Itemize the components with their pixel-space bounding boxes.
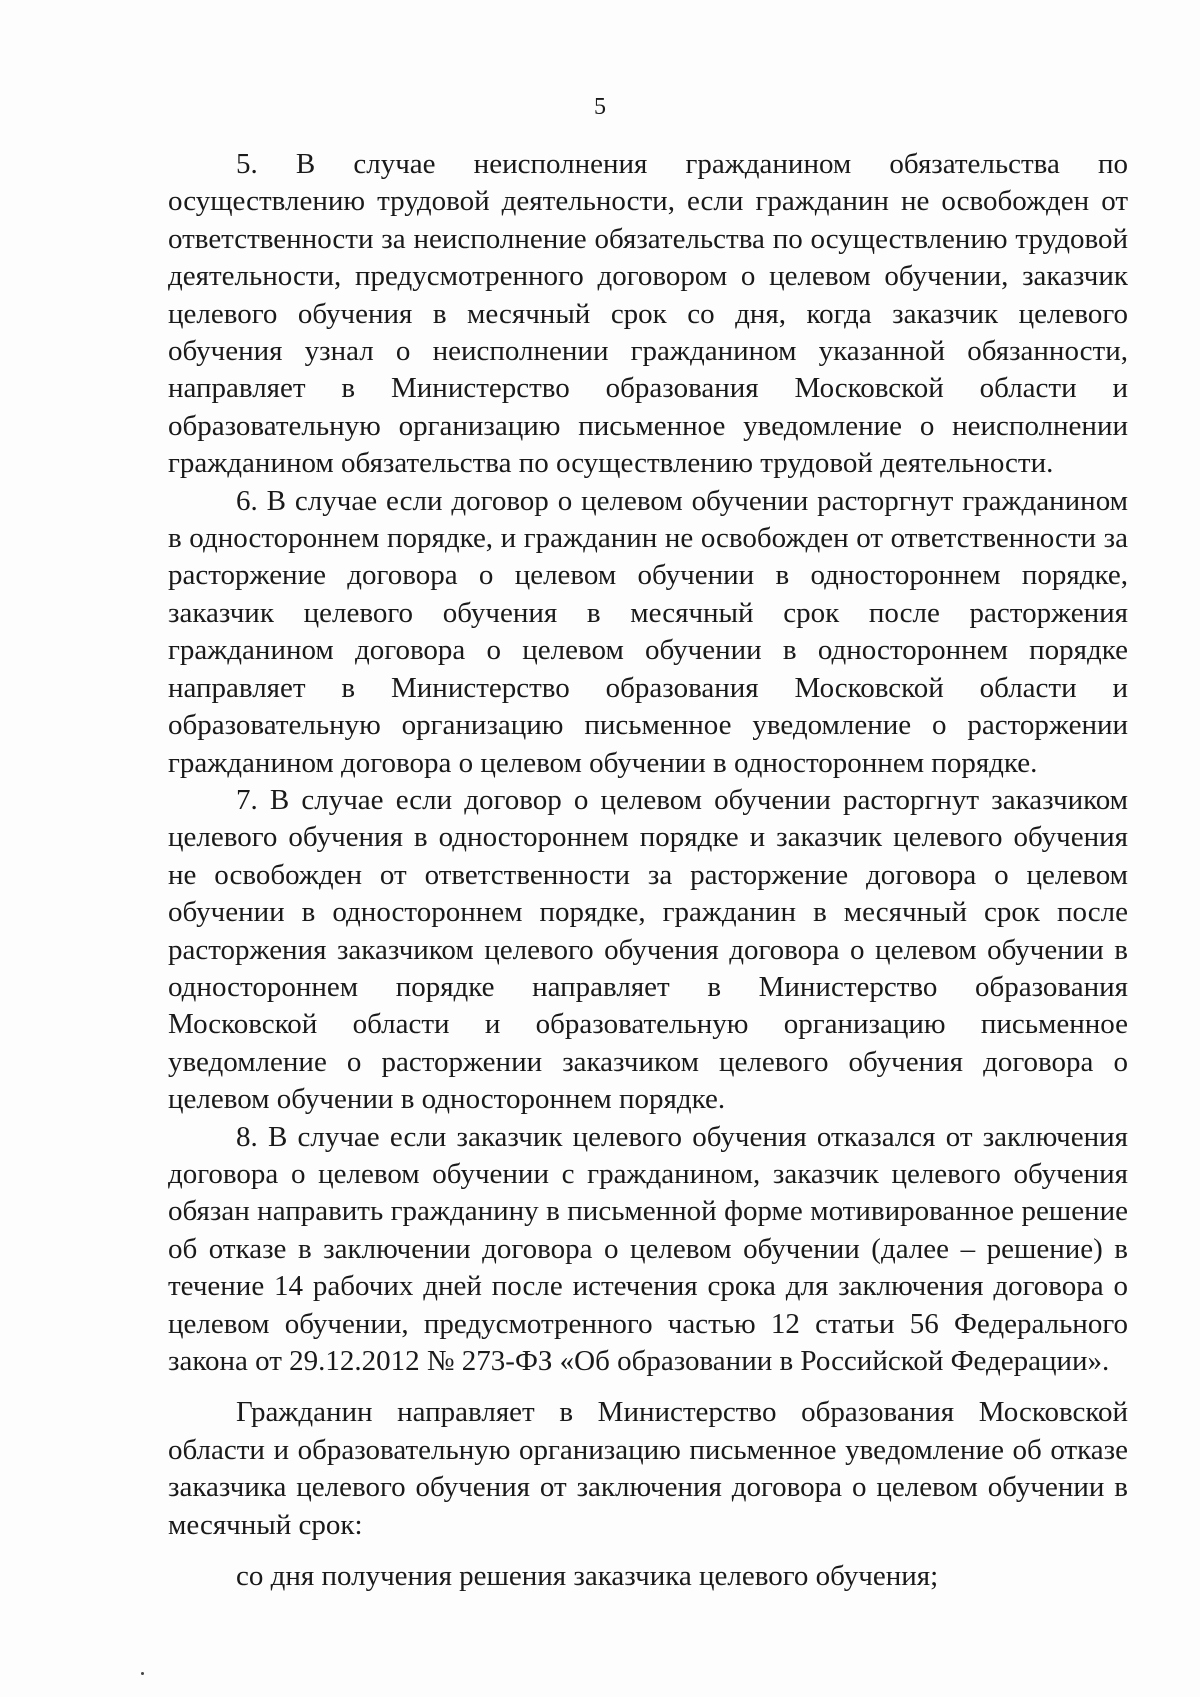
paragraph-6: 6. В случае если договор о целевом обучении расторгнут гражданином в одностороннем порядке, и гражданин не освобожден от ответственности за расторжение договора о целевом обучении в одностороннем порядке, заказчик целевого обучения в месячный срок после расторжения гражданином договора о целевом обучении в одностороннем порядке направляет в Министерство образования Московской области и образовательную организацию письменное уведомление о расторжении гражданином договора о целевом обучении в одностороннем порядке. xyxy=(168,484,1128,779)
paragraph-8: 8. В случае если заказчик целевого обучения отказался от заключения договора о целевом обучении с гражданином, заказчик целевого обучения обязан направить гражданину в письменной форме мотивированное решение об отказе в заключении договора о целевом обучении (далее – решение) в течение 14 рабочих дней после истечения срока для заключения договора о целевом обучении, предусмотренного частью 12 статьи 56 Федерального закона от 29.12.2012 № 273-ФЗ «Об образовании в Российской Федерации». xyxy=(168,1120,1128,1377)
paragraph-7: 7. В случае если договор о целевом обучении расторгнут заказчиком целевого обучения в одностороннем порядке и заказчик целевого обучения не освобожден от ответственности за расторжение договора о целевом обучении в одностороннем порядке, гражданин в месячный срок после расторжения заказчиком целевого обучения договора о целевом обучении в одностороннем порядке направляет в Министерство образования Московской области и образовательную организацию письменное уведомление о расторжении заказчиком целевого обучения договора о целевом обучении в одностороннем порядке. xyxy=(168,783,1128,1116)
page-number: 5 xyxy=(594,94,606,120)
scan-speck xyxy=(141,1672,144,1675)
paragraph-5: 5. В случае неисполнения гражданином обязательства по осуществлению трудовой деятельности, если гражданин не освобожден от ответственности за неисполнение обязательства по осуществлению трудовой деятельности, предусмотренного договором о целевом обучении, заказчик целевого обучения в месячный срок со дня, когда заказчик целевого обучения узнал о неисполнении гражданином указанной обязанности, направляет в Министерство образования Московской области и образовательную организацию письменное уведомление о неисполнении гражданином обязательства по осуществлению трудовой деятельности. xyxy=(168,148,1128,480)
document-body xyxy=(168,146,1128,1601)
paragraph-notification: Гражданин направляет в Министерство образования Московской области и образовательную организацию письменное уведомление об отказе заказчика целевого обучения от заключения договора о целевом обучении в месячный срок: xyxy=(168,1396,1128,1541)
paragraph-list-item: со дня получения решения заказчика целевого обучения; xyxy=(236,1560,939,1593)
